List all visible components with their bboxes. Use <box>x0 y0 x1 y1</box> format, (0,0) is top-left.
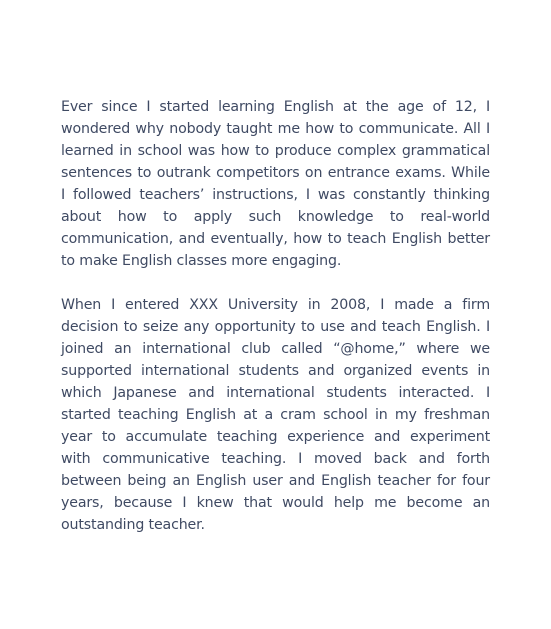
paragraph: Ever since I started learning English at the age of 12, I wondered why nobody taught me how to communicate. All I learned in school was how to produce complex grammatical sentences to outrank competitors on entrance exams. While I followed teachers’ instructions, I was constantly thinking about how to apply such knowledge to real-world communication, and eventually, how to teach English better to make English classes more engaging. <box>61 99 490 269</box>
document-body <box>61 96 490 536</box>
paragraph: When I entered XXX University in 2008, I made a firm decision to seize any opportunity to use and teach English. I joined an international club called “@home,” where we supported international students and organized events in which Japanese and international students interacted. I started teaching English at a cram school in my freshman year to accumulate teaching experience and experiment with communicative teaching. I moved back and forth between being an English user and English teacher for four years, because I knew that would help me become an outstanding teacher. <box>61 297 490 533</box>
